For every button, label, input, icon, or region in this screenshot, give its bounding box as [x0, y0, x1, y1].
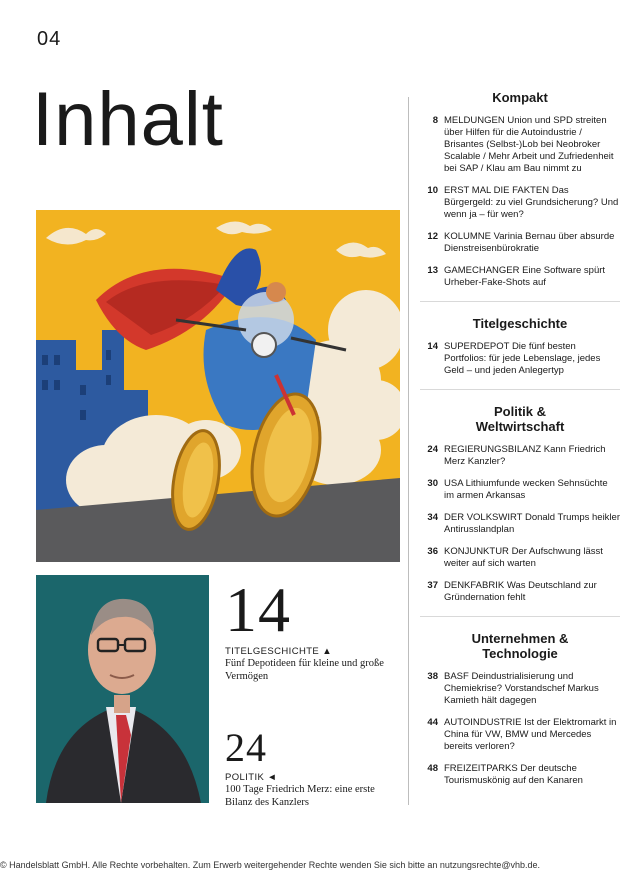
section-separator	[420, 301, 620, 302]
toc-item[interactable]	[420, 763, 620, 787]
toc-page: 8	[432, 115, 438, 126]
toc-text: Die fünf besten Portfolios: für jede Lebenslage, jedes Geld – und jeden Anlegertyp	[444, 341, 601, 376]
toc-item[interactable]	[420, 546, 620, 570]
toc-keyword: BASF	[444, 671, 469, 682]
page-number: 04	[37, 28, 62, 50]
toc-keyword: AUTOINDUSTRIE	[444, 717, 522, 728]
copyright-footer: © Handelsblatt GmbH. Alle Rechte vorbehalten. Zum Erwerb weitergehender Rechte wenden Sie sich bitte an nutzungsrechte@vhb.de.	[0, 860, 541, 870]
toc-item[interactable]	[420, 265, 620, 289]
toc-item[interactable]	[420, 444, 620, 468]
toc-keyword: ERST MAL DIE FAKTEN	[444, 185, 550, 196]
toc-text: Deindustrialisierung und Chemiekrise? Vorstandschef Markus Kamieth hält dagegen	[444, 671, 599, 706]
toc-item[interactable]	[420, 231, 620, 255]
toc-text: Kann Friedrich Merz Kanzler?	[444, 444, 606, 467]
toc-keyword: MELDUNGEN	[444, 115, 505, 126]
toc-text: Ist der Elektromarkt in China für VW, BMW und Mercedes bereits verloren?	[444, 717, 617, 752]
feature-description: Fünf Depotideen für kleine und große Vermögen	[225, 658, 384, 682]
section-separator	[420, 389, 620, 390]
toc-page: 38	[427, 671, 438, 682]
toc-page: 34	[427, 512, 438, 523]
toc-column	[420, 90, 620, 787]
section-heading-politik: Politik & Weltwirtschaft	[475, 404, 565, 434]
toc-text: Eine Software spürt Urheber-Fake-Shots auf	[444, 265, 606, 288]
toc-page: 12	[427, 231, 438, 242]
toc-text: Varinia Bernau über absurde Dienstreisenbürokratie	[444, 231, 615, 254]
feature-description: 100 Tage Friedrich Merz: eine erste Bilanz des Kanzlers	[225, 784, 375, 808]
toc-text: Lithiumfunde wecken Sehnsüchte im armen Arkansas	[444, 478, 608, 501]
toc-item[interactable]	[420, 580, 620, 604]
toc-item[interactable]	[420, 115, 620, 175]
toc-item[interactable]	[420, 717, 620, 753]
toc-keyword: SUPERDEPOT	[444, 341, 510, 352]
toc-keyword: DER VOLKSWIRT	[444, 512, 523, 523]
section-heading-titelgeschichte: Titelgeschichte	[472, 316, 568, 331]
section-heading-unternehmen: Unternehmen & Technologie	[471, 631, 569, 661]
toc-text: Das Bürgergeld: zu viel Grundsicherung? Und wenn ja – für wen?	[444, 185, 619, 220]
portrait-photo	[36, 575, 209, 803]
toc-page: 44	[427, 717, 438, 728]
section-separator	[420, 616, 620, 617]
toc-keyword: KOLUMNE	[444, 231, 491, 242]
toc-keyword: KONJUNKTUR	[444, 546, 509, 557]
section-heading-kompakt: Kompakt	[492, 90, 548, 105]
toc-page: 48	[427, 763, 438, 774]
toc-page: 30	[427, 478, 438, 489]
toc-keyword: REGIERUNGSBILANZ	[444, 444, 542, 455]
page-title: Inhalt	[32, 77, 224, 162]
feature-label: POLITIK ◄	[225, 772, 278, 783]
feature-page-number: 14	[225, 574, 291, 645]
toc-page: 36	[427, 546, 438, 557]
toc-page: 13	[427, 265, 438, 276]
toc-keyword: FREIZEITPARKS	[444, 763, 518, 774]
toc-keyword: DENKFABRIK	[444, 580, 505, 591]
toc-text: Donald Trumps heikler Antirusslandplan	[444, 512, 620, 535]
column-divider	[408, 97, 409, 805]
toc-text: Union und SPD streiten über Hilfen für die Autoindustrie / Brisantes (Selbst-)Lob bei Neobroker Scalable / Mehr Arbeit und Zufriedenheit bei SAP / Klau am Bau nimmt zu	[444, 115, 614, 174]
toc-text: Was Deutschland zur Gründernation fehlt	[444, 580, 597, 603]
toc-keyword: USA	[444, 478, 464, 489]
toc-text: Der deutsche Tourismuskönig auf den Kanaren	[444, 763, 583, 786]
feature-page-number: 24	[225, 725, 267, 770]
toc-keyword: GAMECHANGER	[444, 265, 520, 276]
toc-item[interactable]	[420, 512, 620, 536]
feature-label: TITELGESCHICHTE ▲	[225, 646, 332, 657]
toc-page: 10	[427, 185, 438, 196]
toc-page: 24	[427, 444, 438, 455]
toc-item[interactable]	[420, 478, 620, 502]
toc-item[interactable]	[420, 185, 620, 221]
toc-item[interactable]	[420, 671, 620, 707]
toc-page: 37	[427, 580, 438, 591]
hero-illustration	[36, 210, 400, 562]
feature-politik[interactable]	[225, 725, 385, 809]
toc-page: 14	[427, 341, 438, 352]
toc-text: Der Aufschwung lässt weiter auf sich warten	[444, 546, 603, 569]
toc-item[interactable]	[420, 341, 620, 377]
feature-titelgeschichte[interactable]	[225, 574, 385, 683]
